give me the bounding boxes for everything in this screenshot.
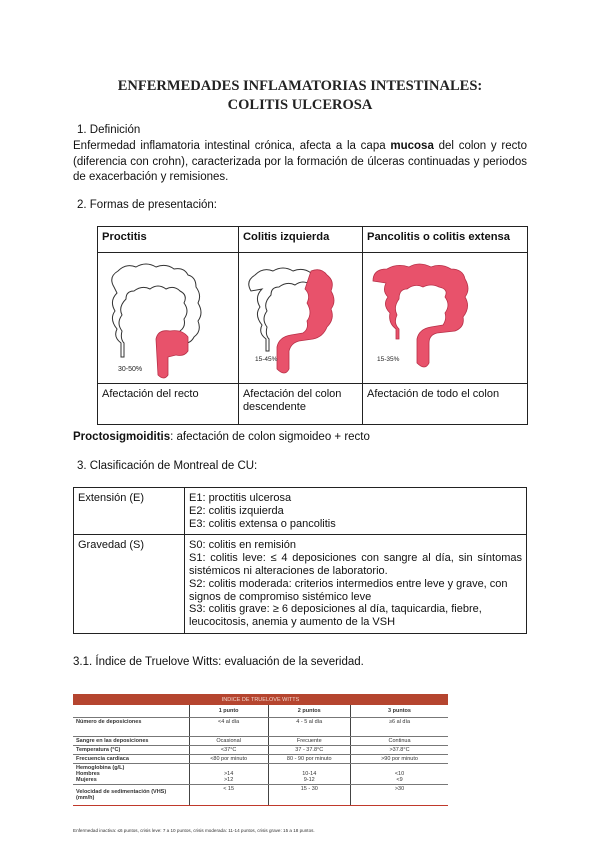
cell: >90 por minuto [351,755,449,764]
extension-label: Extensión (E) [74,488,185,535]
presentation-forms-table [97,226,528,425]
colon-proctitis-icon [100,257,230,379]
cell: 37 - 37.8°C [268,746,351,755]
definition-text-2: del colon y recto (diferencia con crohn), caracterizada por la formación de úlceras continuadas y periodos de exacerbación y remisiones. [73,140,528,183]
column-header-3: 3 puntos [351,705,449,718]
truelove-title: INDICE DE TRUELOVE WITTS [73,694,448,705]
cell [268,764,351,785]
cell: >30 [351,785,449,806]
truelove-witts-table [73,694,448,806]
proctitis-percent: 30-50% [118,366,143,373]
cell-value: >12 [223,777,234,783]
colitis-izquierda-description: Afectación del colon descendente [238,384,362,425]
proctosigmoiditis-note [73,430,527,446]
list-item: E2: colitis izquierda [189,504,284,517]
cell: ≥6 al día [351,718,449,737]
list-item: S0: colitis en remisión [189,539,296,552]
truelove-footnote: Enfermedad inactiva: ≤6 puntos, crisis leve: 7 a 10 puntos, crisis moderada: 11-14 puntos, crisis grave: 15 a 18 puntos. [73,828,315,833]
pancolitis-image [363,253,528,384]
table-row [74,535,527,634]
cell-value: 10-14 [302,771,317,777]
montreal-classification-table [73,487,527,634]
section-2-heading: 2. Formas de presentación: [77,199,217,211]
cell-value: 9-12 [303,777,315,783]
cell-value: <9 [396,777,403,783]
cell: Frecuente [268,737,351,746]
table-row [73,785,448,806]
proctosigmoiditis-bold: Proctosigmoiditis [73,431,171,443]
gravedad-items [185,535,527,634]
list-item: S3: colitis grave: ≥ 6 deposiciones al día, taquicardia, fiebre, leucocitosis, anemia y aumento de la VSH [189,603,482,629]
list-item: S2: colitis moderada: criterios intermedios entre leve y grave, con signos de compromiso sistémico leve [189,577,508,603]
row-label: Número de deposiciones [73,718,189,737]
table-row [73,755,448,764]
header-proctitis: Proctitis [98,227,239,253]
colon-left-colitis-icon [241,257,356,379]
definition-text-1: Enfermedad inflamatoria intestinal crónica, afecta a la capa [73,140,391,152]
section-3-1-heading: 3.1. Índice de Truelove Witts: evaluación de la severidad. [73,656,364,668]
pancolitis-description: Afectación de todo el colon [363,384,528,425]
cell: <80 por minuto [189,755,268,764]
section-1-heading: 1. Definición [77,124,141,136]
cell: <4 al día [189,718,268,737]
table-row [74,488,527,535]
pancolitis-percent: 15-35% [377,356,400,363]
table-row [73,764,448,785]
cell: <37°C [189,746,268,755]
colon-pancolitis-icon [365,257,525,379]
cell: 4 - 5 al día [268,718,351,737]
proctosigmoiditis-text: : afectación de colon sigmoideo + recto [170,431,370,443]
column-header-empty [73,705,189,718]
table-row [73,718,448,737]
cell-value: <10 [394,771,405,777]
extension-items [185,488,527,535]
hemoglobina-label: Hemoglobina (g/L) [76,765,125,771]
cell: 15 - 30 [268,785,351,806]
mujeres-label: Mujeres [76,777,97,783]
colitis-izquierda-percent: 15-45% [254,356,278,363]
section-3-heading: 3. Clasificación de Montreal de CU: [77,460,258,472]
table-row [73,746,448,755]
list-item: E3: colitis extensa o pancolitis [189,517,336,530]
row-label [73,764,189,785]
row-label: Frecuencia cardiaca [73,755,189,764]
row-label: Velocidad de sedimentación (VHS) (mm/h) [73,785,189,806]
title-line-2: COLITIS ULCEROSA [227,97,373,113]
title-line-1: ENFERMEDADES INFLAMATORIAS INTESTINALES: [117,78,483,94]
hombres-label: Hombres [76,771,100,777]
cell [351,764,449,785]
gravedad-label: Gravedad (S) [74,535,185,634]
list-item: S1: colitis leve: ≤ 4 deposiciones con sangre al día, sin síntomas sistémicos ni alteraciones de laboratorio. [189,552,522,577]
row-label: Sangre en las deposiciones [73,737,189,746]
proctitis-description: Afectación del recto [98,384,239,425]
list-item: E1: proctitis ulcerosa [189,492,292,504]
column-header-2: 2 puntos [268,705,351,718]
cell-value: >14 [223,771,234,777]
header-colitis-izquierda: Colitis izquierda [238,227,362,253]
document-title [0,77,600,115]
cell: < 15 [189,785,268,806]
colitis-izquierda-image [238,253,362,384]
header-pancolitis: Pancolitis o colitis extensa [363,227,528,253]
cell: >37.8°C [351,746,449,755]
definition-bold: mucosa [390,140,434,152]
cell: Ocasional [189,737,268,746]
cell [189,764,268,785]
table-row [73,737,448,746]
row-label: Temperatura (°C) [73,746,189,755]
definition-paragraph [73,139,527,186]
proctitis-image [98,253,239,384]
cell: 80 - 90 por minuto [268,755,351,764]
cell: Continua [351,737,449,746]
column-header-1: 1 punto [189,705,268,718]
